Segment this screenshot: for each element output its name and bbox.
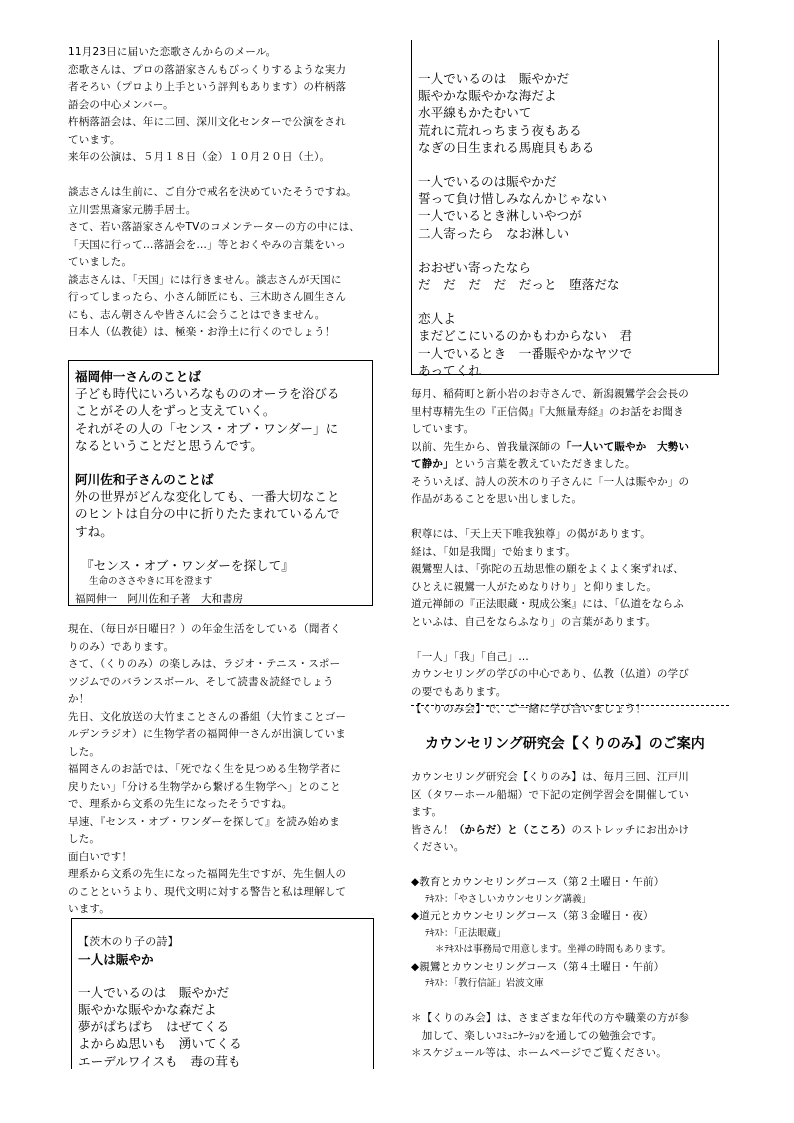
text-line: カウンセリング研究会【くりのみ】は、毎月三回、江戸川 xyxy=(411,771,689,783)
poem-line: 誓って負け惜しみなんかじゃない xyxy=(418,191,607,207)
quote-line: なるということだと思うんです。 xyxy=(75,437,263,453)
poem-bracket-title: 【茨木のり子の詩】 xyxy=(78,935,179,948)
text-line: 立川雲黒斎家元勝手居士。 xyxy=(68,203,197,216)
text-line: 早速、『センス・オブ・ワンダーを探して』を読み始めま xyxy=(68,815,340,828)
announcement-body xyxy=(411,769,729,1063)
text-line: ルデンラジオ）に生物学者の福岡伸一さんが出演していま xyxy=(68,728,346,740)
poem-line: だ だ だ だ だっと 堕落だな xyxy=(418,277,620,293)
poem-line: なぎの日生まれる馬鹿貝もある xyxy=(418,139,595,155)
text-line: で、理系から文系の先生になったそうですね。 xyxy=(68,798,293,810)
poem-line: 賑やかな賑やかな森だよ xyxy=(78,1001,217,1017)
text-line: さて、若い落語家さんやTVのコメンテーターの方の中には、 xyxy=(68,221,360,233)
quote-line: ことがその人をずっと支えていく。 xyxy=(75,403,276,419)
poem-line: まだどこにいるのかもわからない 君 xyxy=(418,328,633,344)
text-line-part: という言葉を教えていただきました。 xyxy=(453,458,636,470)
text-line: 語会の中心メンバー。 xyxy=(68,98,174,111)
text-line: 面白いです！ xyxy=(68,850,133,863)
poem-line: 水平線もかたむいて xyxy=(418,105,532,121)
text-line: そういえば、詩人の茨木のり子さんに「一人は賑やか」の xyxy=(411,475,690,488)
text-line: カウンセリングの学びの中心であり、仏教（仏道）の学び xyxy=(411,668,689,680)
poem-box-right xyxy=(411,40,719,378)
text-line: 恋歌さんは、プロの落語家さんもびっくりするような実力 xyxy=(68,63,347,76)
book-title: 『センス・オブ・ワンダーを探して』 xyxy=(81,557,294,573)
text-line xyxy=(68,674,386,692)
text-line: ています。 xyxy=(68,133,121,146)
text-line: 経は、「如是我聞」で始まります。 xyxy=(411,545,577,558)
course-name: ◆教育とカウンセリングコース（第２土曜日・午前） xyxy=(411,876,665,888)
text-line: した。 xyxy=(68,745,101,758)
dashed-divider xyxy=(411,705,729,706)
text-line: 「天国に行って…落語会を…」等とおくやみの言葉をいっ xyxy=(68,238,347,251)
course-note: ﾃｷｽﾄ：「教行信証」岩波文庫 xyxy=(425,978,544,989)
text-line: 戻りたい」「分ける生物学から繋げる生物学へ」とのこと xyxy=(68,780,341,793)
quote-line: 子ども時代にいろいろなもののオーラを浴びる xyxy=(75,386,340,402)
invite-bold: （からだ）と（こころ） xyxy=(453,823,572,836)
text-line: 日本人（仏教徒）は、極楽・お浄土に行くのでしょう！ xyxy=(68,326,336,338)
text-line: 【くりのみ会】で、ご一緒に学び合いましょう！ xyxy=(411,703,647,715)
text-line: りのみ）であります。 xyxy=(68,640,175,653)
text-line: ていました。 xyxy=(68,256,133,268)
poem-box-left xyxy=(71,918,374,1069)
text-line: 里村専精先生の『正信偈』『大無量寿経』のお話をお聞き xyxy=(411,405,684,418)
text-line: といふは、自己をならふなり」の言葉があります。 xyxy=(411,615,657,628)
quote-heading-fukuoka: 福岡伸一さんのことば xyxy=(75,369,201,384)
quote-heading-agawa: 阿川佐和子さんのことば xyxy=(75,472,214,488)
text-line xyxy=(411,456,729,474)
text-line: 福岡さんのお話では、「死でなく生を見つめる生物学者に xyxy=(68,763,341,775)
text-line: の要でもあります。 xyxy=(411,685,507,698)
text-line-part: 以前、先生から、曽我量深師の xyxy=(411,440,561,453)
poem-line: あってくれ xyxy=(418,362,481,378)
poem-line: 荒れに荒れっちまう夜もある xyxy=(418,122,582,138)
text-line: ひとえに親鸞一人がためなりけり」と仰りました。 xyxy=(411,580,658,593)
text-line: 道元禅師の『正法眼蔵・現成公案』には、「仏道をならふ xyxy=(411,598,684,610)
poem-line: 一人でいるのは 賑やかだ xyxy=(418,71,570,86)
text-line xyxy=(411,439,729,457)
text-line: のことというより、現代文明に対する警告と私は理解して xyxy=(68,885,347,898)
text-line: した。 xyxy=(68,833,101,845)
poem-line: おおぜい寄ったなら xyxy=(418,259,531,275)
text-line: しています。 xyxy=(411,423,475,435)
left-intro-text xyxy=(68,44,386,342)
text-line: 親鸞聖人は、「弥陀の五劫思惟の願をよくよく案ずれば、 xyxy=(411,563,684,575)
poem-line: 一人でいるとき淋しいやつが xyxy=(418,208,582,224)
announcement-title: カウンセリング研究会【くりのみ】のご案内 xyxy=(425,736,705,752)
text-line: 行ってしまったら、小さん師匠にも、三木助さん圓生さん xyxy=(68,291,347,303)
quote-line: 外の世界がどんな変化しても、一番大切なこと xyxy=(75,489,340,505)
book-subtitle: 生命のささやきに耳を澄ます xyxy=(89,576,213,588)
right-middle-text xyxy=(411,386,729,719)
text-line-part: のストレッチにお出かけ xyxy=(571,823,690,836)
text-line: 区（タワーホール船堀）で下記の定例学習会を開催してい xyxy=(411,788,689,801)
poem-title: 一人は賑やか xyxy=(78,951,154,967)
text-line: 先日、文化放送の大竹まことさんの番組（大竹まことゴー xyxy=(68,710,347,723)
text-line: ください。 xyxy=(411,841,465,853)
text-line: 現在、（毎日が日曜日？）の年金生活をしている（聞者く xyxy=(68,623,341,635)
footnote: ＊【くりのみ会】は、さまざまな年代の方や職業の方が参 xyxy=(411,1012,690,1024)
book-authors: 福岡伸一 阿川佐和子著 大和書房 xyxy=(75,592,243,605)
poem-line: エーデルワイスも 毒の茸も xyxy=(78,1053,241,1069)
quote-line: それがその人の「センス・オブ・ワンダー」に xyxy=(75,420,339,436)
text-line: 毎月、稲荷町と新小岩のお寺さんで、新潟親鸞学会会長の xyxy=(411,388,689,400)
course-name: ◆親鸞とカウンセリングコース（第４土曜日・午前） xyxy=(411,960,665,973)
poem-line: 一人でいるのは賑やかだ xyxy=(418,174,557,190)
text-line: にも、志ん朝さんや皆さんに会うことはできません。 xyxy=(68,308,326,321)
text-line: 作品があることを思い出しました。 xyxy=(411,493,583,505)
text-line: 談志さんは生前に、ご自分で戒名を決めていたそうですね。 xyxy=(68,186,357,198)
text-line: 11月23日に届いた恋歌さんからのメール。 xyxy=(68,46,277,58)
text-line: か！ xyxy=(68,693,90,705)
quote-line: のヒントは自分の中に折りたたまれているんで xyxy=(75,506,340,522)
text-line-part: 皆さん！ xyxy=(411,823,454,836)
text-line: います。 xyxy=(68,903,110,915)
poem-line: 賑やかな賑やかな海だよ xyxy=(418,88,557,104)
quote-line: すね。 xyxy=(75,523,113,539)
text-line: 「一人」「我」「自己」… xyxy=(411,650,529,663)
course-name: ◆道元とカウンセリングコース（第３金曜日・夜） xyxy=(411,910,654,922)
poem-line: 一人でいるとき 一番賑やかなヤツで xyxy=(418,345,633,361)
quote-bold: て静か」 xyxy=(411,458,454,470)
text-line: ます。 xyxy=(411,806,443,818)
course-note: ﾃｷｽﾄ：「正法眼蔵」 xyxy=(425,927,506,939)
course-note: ＊ﾃｷｽﾄは事務局で用意します。坐禅の時間もあります。 xyxy=(435,944,671,955)
text-line: 釈尊には、「天上天下唯我独尊」の偈があります。 xyxy=(411,528,652,540)
text-line: 者そろい（プロより上手という評判もあります）の杵柄落 xyxy=(68,81,347,93)
left-middle-text xyxy=(68,621,386,919)
text-line: 来年の公演は、５月１８日（金）１０月２０日（土）。 xyxy=(68,151,331,163)
text-line: 杵柄落語会は、年に二回、深川文化センターで公演をされ xyxy=(68,116,346,128)
poem-line: 夢がぱちぱち はぜてくる xyxy=(78,1019,230,1035)
poem-line: 一人でいるのは 賑やかだ xyxy=(78,984,230,1000)
poem-line: よからぬ思いも 湧いてくる xyxy=(78,1036,242,1052)
text-line xyxy=(411,822,729,840)
footnote: 加して、楽しいｺﾐｭﾆｹｰｼｮﾝを通しての勉強会です。 xyxy=(411,1029,663,1042)
quote-bold: 「一人いて賑やか 大勢い xyxy=(560,440,690,453)
fukuoka-quote-box xyxy=(68,360,373,606)
text-line: 理系から文系の先生になった福岡先生ですが、先生個人の xyxy=(68,868,347,880)
text-line: さて、（くりのみ）の楽しみは、ラジオ・テニス・スポー xyxy=(68,658,341,670)
text-line-part: ツジムでのバランスボール、そして読書＆読経でしょう xyxy=(68,675,334,688)
footnote: ＊スケジュール等は、ホームページでご覧ください。 xyxy=(411,1047,667,1059)
poem-line: 恋人よ xyxy=(418,311,456,327)
poem-line: 二人寄ったら なお淋しい xyxy=(418,225,570,241)
text-line: 談志さんは、「天国」には行きません。談志さんが天国に xyxy=(68,273,342,286)
course-note: ﾃｷｽﾄ：「やさしいカウンセリング講義」 xyxy=(425,893,592,905)
